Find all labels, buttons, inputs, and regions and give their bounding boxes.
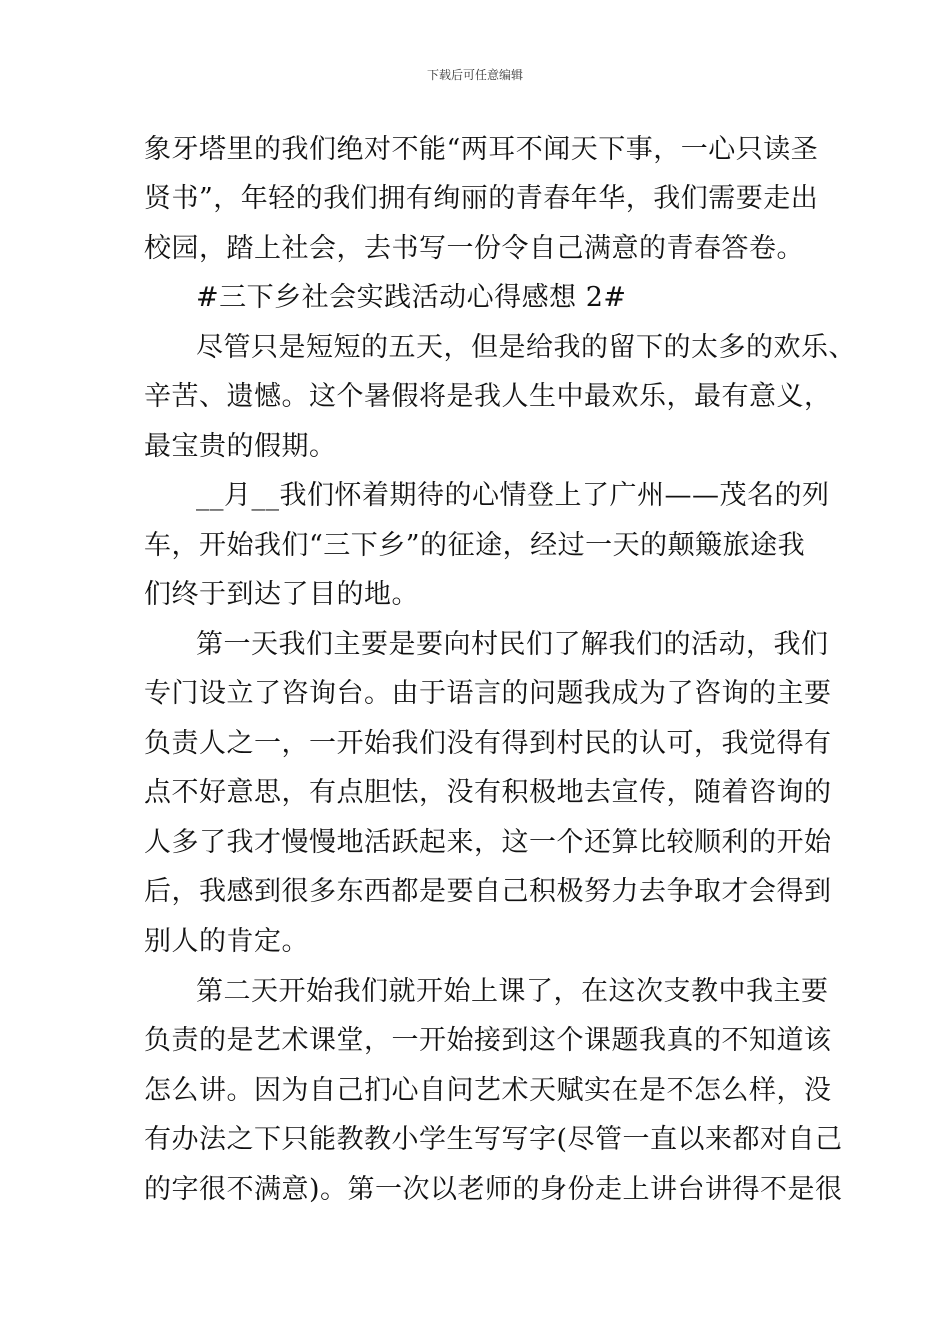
page-header-note: 下载后可任意编辑 xyxy=(426,68,523,82)
text-line: 人多了我才慢慢地活跃起来，这一个还算比较顺利的开始 xyxy=(144,827,832,858)
text-line: 点不好意思，有点胆怯，没有积极地去宣传，随着咨询的 xyxy=(144,777,832,808)
text-line: 怎么讲。因为自己扪心自问艺术天赋实在是不怎么样，没 xyxy=(144,1075,832,1106)
text-line: 辛苦、遗憾。这个暑假将是我人生中最欢乐，最有意义， xyxy=(144,381,832,412)
text-line: 第二天开始我们就开始上课了，在这次支教中我主要 xyxy=(196,976,829,1007)
text-line: 贤书”，年轻的我们拥有绚丽的青春年华，我们需要走出 xyxy=(144,183,819,214)
text-line: __月__我们怀着期待的心情登上了广州——茂名的列 xyxy=(196,480,830,511)
text-line: 象牙塔里的我们绝对不能“两耳不闻天下事，一心只读圣 xyxy=(144,134,819,165)
section-heading: #三下乡社会实践活动心得感想 2# xyxy=(196,282,627,313)
text-line: 别人的肯定。 xyxy=(144,926,309,957)
text-line: 的字很不满意)。第一次以老师的身份走上讲台讲得不是很 xyxy=(144,1174,843,1205)
text-line: 负责的是艺术课堂，一开始接到这个课题我真的不知道该 xyxy=(144,1025,832,1056)
text-line: 专门设立了咨询台。由于语言的问题我成为了咨询的主要 xyxy=(144,678,832,709)
text-line: 后，我感到很多东西都是要自己积极努力去争取才会得到 xyxy=(144,876,832,907)
text-line: 最宝贵的假期。 xyxy=(144,431,337,462)
text-line: 第一天我们主要是要向村民们了解我们的活动，我们 xyxy=(196,629,829,660)
text-line: 尽管只是短短的五天，但是给我的留下的太多的欢乐、 xyxy=(196,332,856,363)
text-line: 车，开始我们“三下乡”的征途，经过一天的颠簸旅途我 xyxy=(144,530,806,561)
text-line: 校园，踏上社会，去书写一份令自己满意的青春答卷。 xyxy=(144,233,804,264)
text-line: 有办法之下只能教教小学生写写字(尽管一直以来都对自己 xyxy=(144,1124,843,1155)
text-line: 负责人之一，一开始我们没有得到村民的认可，我觉得有 xyxy=(144,728,832,759)
text-line: 们终于到达了目的地。 xyxy=(144,579,419,610)
